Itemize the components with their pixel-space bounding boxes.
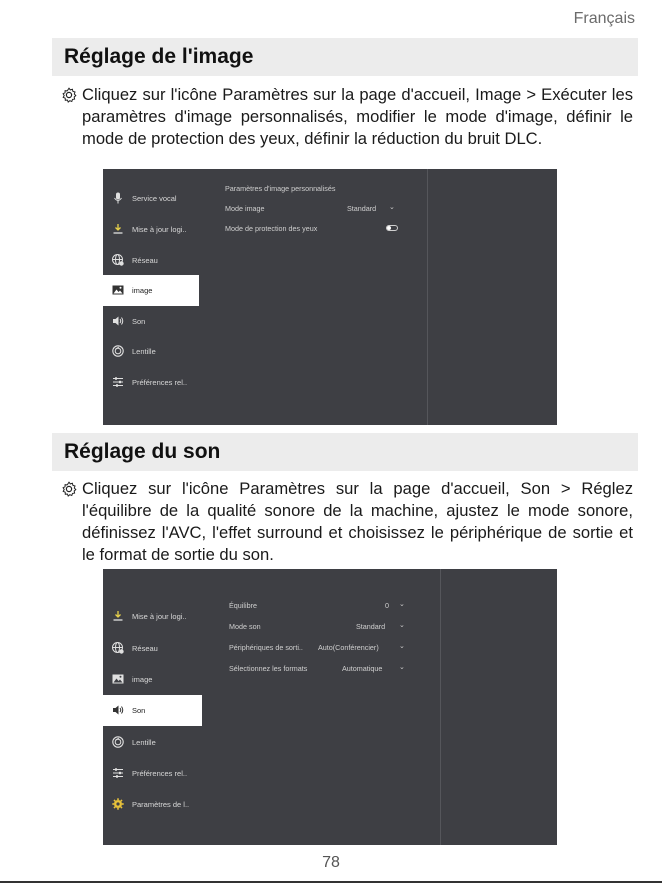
menu-item-son[interactable]: Son [103,695,202,726]
menu-item-reseau[interactable]: Réseau [103,245,199,276]
settings-screenshot-image [103,169,557,425]
chevron-down-icon: ⌄ [399,664,405,671]
setting-value: Standard [356,622,386,631]
menu-item-mise-a-jour[interactable]: Mise à jour logi.. [103,214,199,245]
menu-item-lentille[interactable]: Lentille [103,727,199,758]
setting-row-mode-image[interactable]: Mode image Standard ⌄ [225,204,395,213]
menu-item-preferences[interactable]: Préférences rel.. [103,758,199,789]
setting-value: 0 [385,601,389,610]
setting-row-equilibre[interactable]: Équilibre 0 ⌄ [229,601,405,610]
paragraph-text: Cliquez sur l'icône Paramètres sur la page d'accueil, Image > Exécuter les paramètres d'image personnalisés, modifier le mode d'image, définir le mode de protection des yeux, définir la réduction du bruit DLC. [82,85,633,148]
section-title: Réglage du son [64,440,221,463]
network-icon [112,642,124,654]
setting-row-mode-son[interactable]: Mode son Standard ⌄ [229,622,405,631]
menu-item-mise-a-jour[interactable]: Mise à jour logi.. [103,601,199,632]
chevron-down-icon: ⌄ [399,643,405,650]
chevron-down-icon: ⌄ [399,622,405,629]
section-title: Réglage de l'image [64,45,254,68]
panel-divider [440,569,441,845]
chevron-down-icon: ⌄ [399,601,405,608]
settings-icon [61,481,77,497]
panel-heading: Paramètres d'image personnalisés [225,184,336,193]
instruction-paragraph [61,84,633,150]
menu-item-parametres[interactable]: Paramètres de l.. [103,789,199,820]
settings-icon [61,87,77,103]
speaker-icon [112,315,124,327]
language-label: Français [573,10,635,27]
microphone-icon [112,192,124,204]
section-header-son [52,433,638,471]
menu-item-image[interactable]: image [103,275,199,306]
network-icon [112,254,124,266]
paragraph-text: Cliquez sur l'icône Paramètres sur la page d'accueil, Son > Réglez l'équilibre de la qualité sonore de la machine, ajustez le mode sonore, définissez l'AVC, l'effet surround et choisissez le périphérique de sortie et le format de sortie du son. [82,479,633,564]
lens-icon [112,345,124,357]
section-header-image [52,38,638,76]
speaker-icon [112,704,124,716]
instruction-paragraph [61,478,633,566]
toggle-switch[interactable] [386,225,398,231]
lens-icon [112,736,124,748]
preferences-icon [112,767,124,779]
image-icon [112,284,124,296]
setting-value: Automatique [342,664,383,673]
menu-item-reseau[interactable]: Réseau [103,633,199,664]
page-number: 78 [322,854,340,871]
setting-row-formats[interactable]: Sélectionnez les formats Automatique ⌄ [229,664,405,673]
menu-item-image[interactable]: image [103,664,199,695]
settings-gear-icon [112,798,124,810]
menu-item-service-vocal[interactable]: Service vocal [103,183,199,214]
download-icon [112,223,124,235]
setting-value: Standard [347,204,377,213]
setting-row-peripheriques[interactable]: Périphériques de sorti.. Auto(Conférencier) ⌄ [229,643,405,652]
menu-item-lentille[interactable]: Lentille [103,336,199,367]
download-icon [112,610,124,622]
setting-value: Auto(Conférencier) [318,643,379,652]
chevron-down-icon: ⌄ [389,204,395,211]
image-icon [112,673,124,685]
settings-screenshot-son [103,569,557,845]
preferences-icon [112,376,124,388]
setting-row-eye-protection[interactable]: Mode de protection des yeux [225,224,400,233]
menu-item-son[interactable]: Son [103,306,199,337]
panel-divider [427,169,428,425]
menu-item-preferences[interactable]: Préférences rel.. [103,367,199,398]
